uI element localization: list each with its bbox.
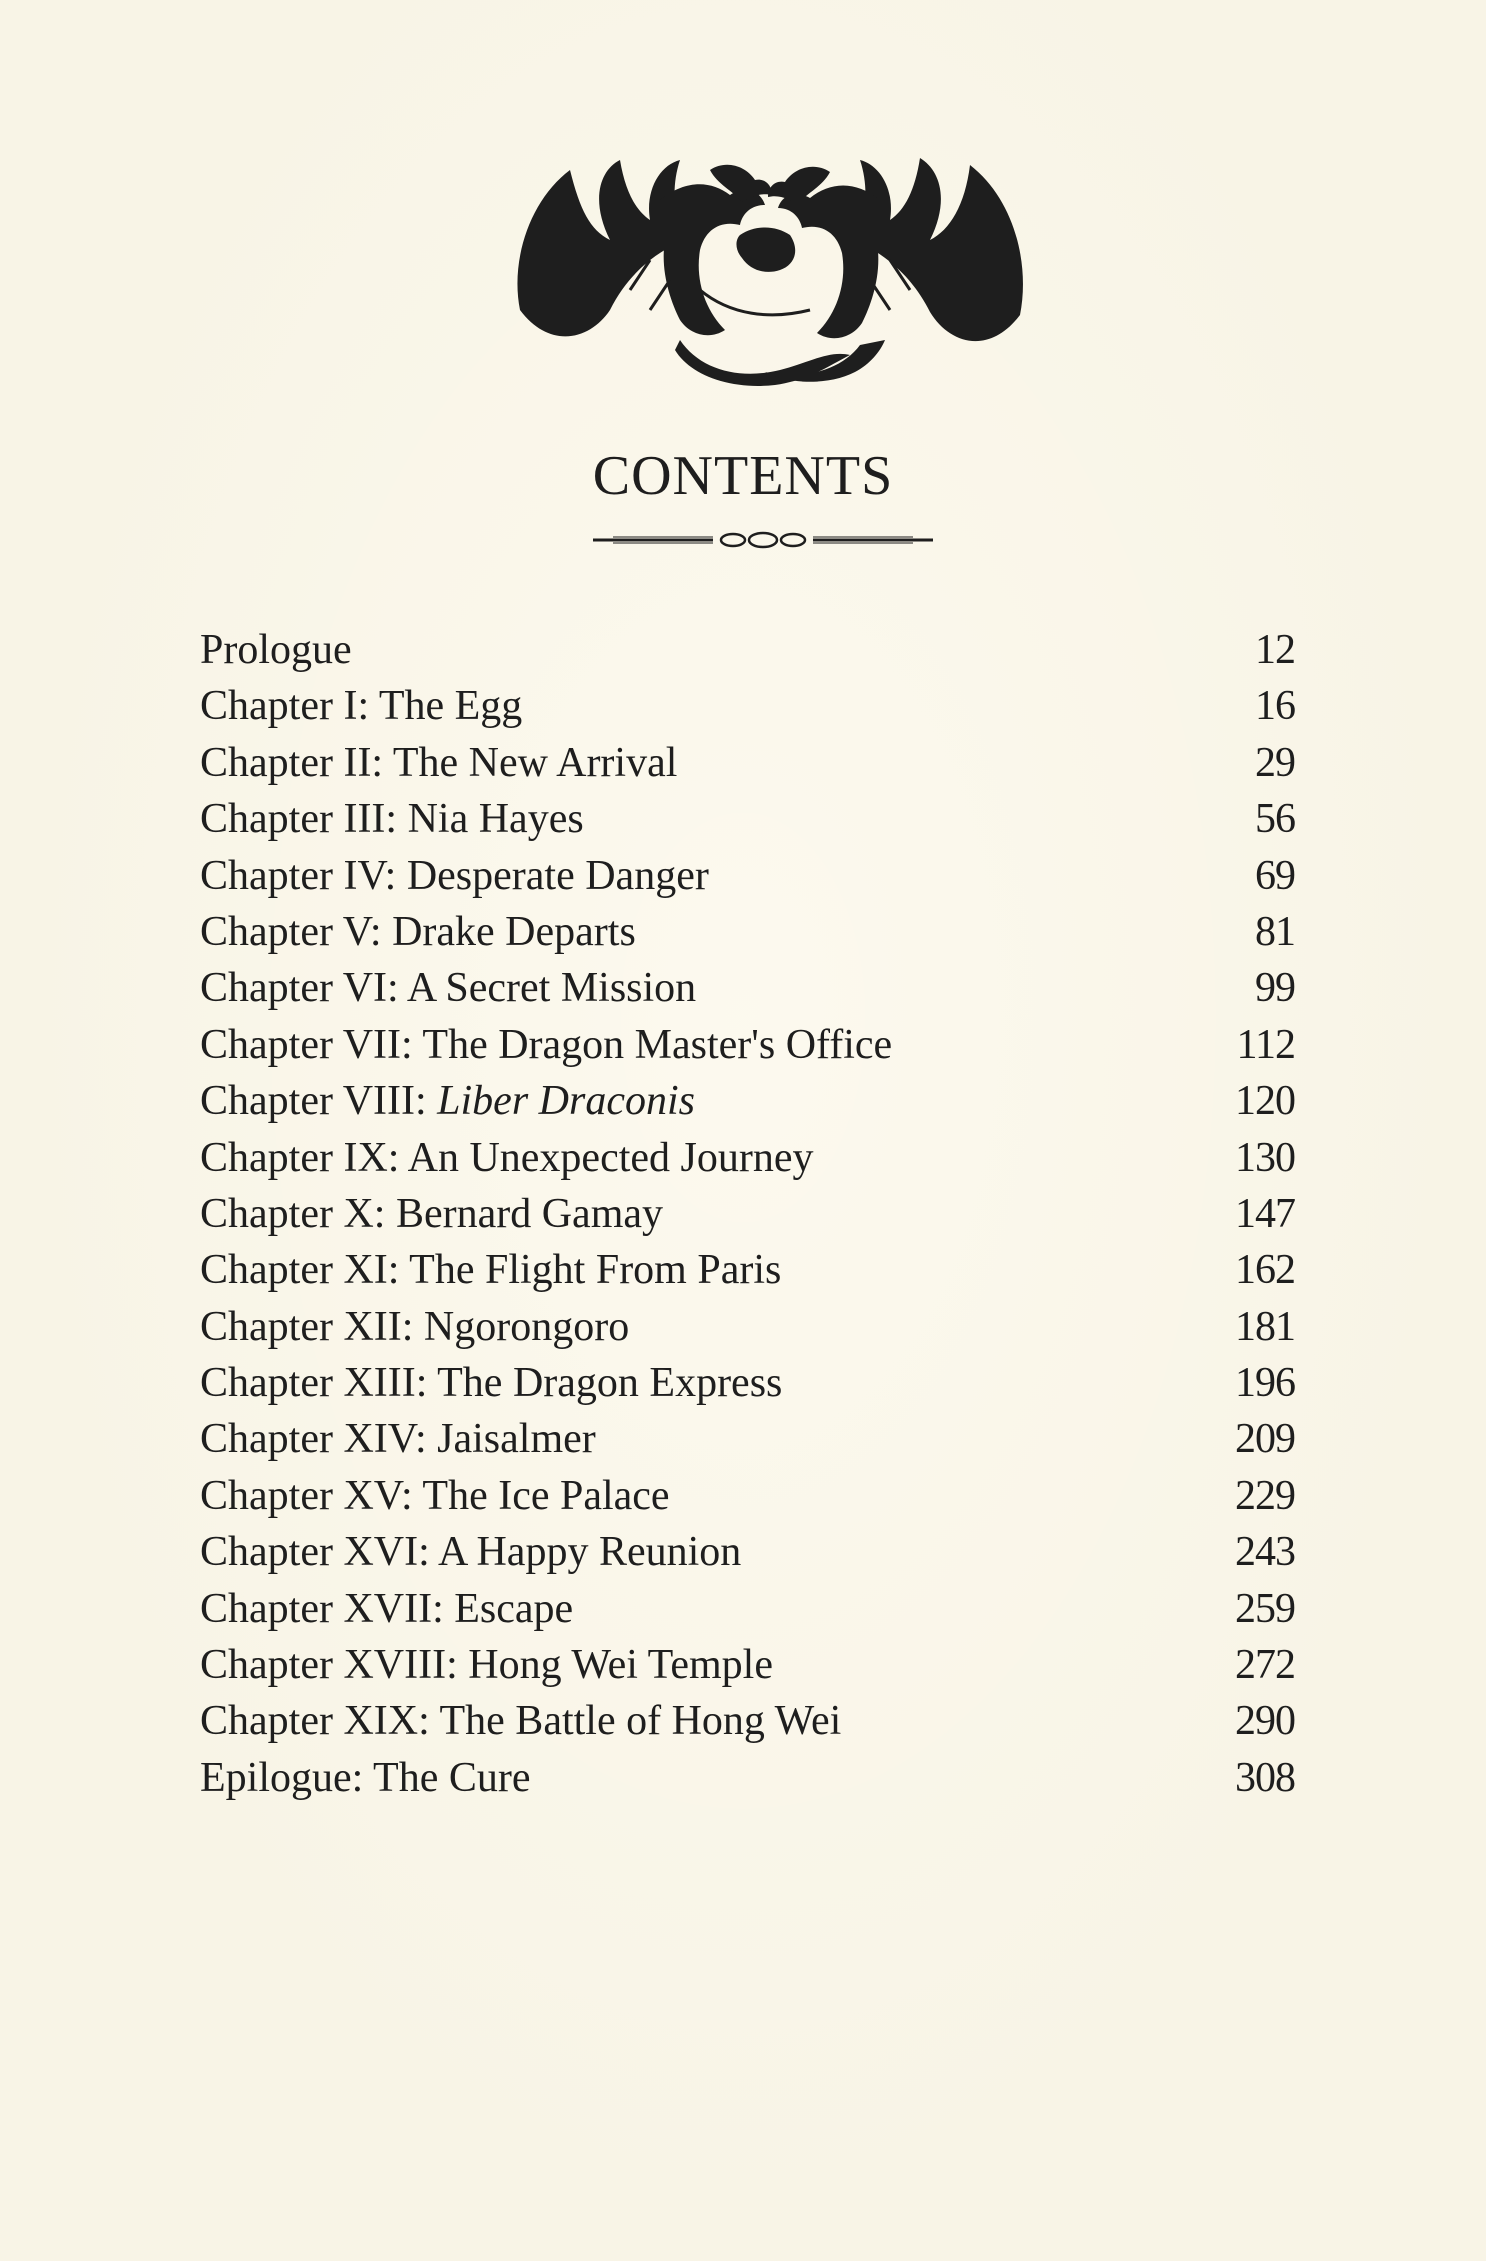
toc-page-number: 56	[1255, 796, 1295, 843]
toc-entry-chapter-6[interactable]	[200, 960, 1295, 1016]
toc-entry-title: Chapter XII: Ngorongoro	[200, 1303, 630, 1350]
toc-entry-title: Chapter VII: The Dragon Master's Office	[200, 1021, 893, 1068]
toc-page-number: 147	[1235, 1190, 1295, 1237]
toc-entry-chapter-9[interactable]	[200, 1130, 1295, 1186]
toc-page-number: 99	[1255, 965, 1295, 1012]
toc-page-number: 16	[1255, 683, 1295, 730]
toc-page-number: 29	[1255, 739, 1295, 786]
toc-entry-chapter-12[interactable]	[200, 1299, 1295, 1355]
toc-entry-title: Chapter III: Nia Hayes	[200, 796, 584, 843]
toc-entry-chapter-14[interactable]	[200, 1411, 1295, 1467]
toc-entry-chapter-3[interactable]	[200, 791, 1295, 847]
toc-entry-title: Chapter IX: An Unexpected Journey	[200, 1134, 814, 1181]
toc-entry-chapter-11[interactable]	[200, 1242, 1295, 1298]
toc-entry-title: Chapter X: Bernard Gamay	[200, 1190, 664, 1237]
table-of-contents	[200, 622, 1295, 1806]
toc-entry-chapter-2[interactable]	[200, 735, 1295, 791]
toc-page-number: 81	[1255, 908, 1295, 955]
toc-entry-chapter-10[interactable]	[200, 1186, 1295, 1242]
toc-entry-title: Chapter XIX: The Battle of Hong Wei	[200, 1698, 842, 1745]
toc-entry-title: Chapter II: The New Arrival	[200, 739, 678, 786]
toc-page-number: 243	[1235, 1529, 1295, 1576]
toc-entry-title: Chapter XVI: A Happy Reunion	[200, 1529, 742, 1576]
toc-page-number: 196	[1235, 1360, 1295, 1407]
toc-entry-title: Chapter XVIII: Hong Wei Temple	[200, 1642, 773, 1689]
toc-entry-chapter-16[interactable]	[200, 1524, 1295, 1580]
toc-entry-title: Chapter XI: The Flight From Paris	[200, 1247, 782, 1294]
ornamental-rule-icon	[593, 528, 933, 552]
toc-entry-title: Chapter XIII: The Dragon Express	[200, 1360, 783, 1407]
toc-entry-chapter-15[interactable]	[200, 1468, 1295, 1524]
toc-page-number: 229	[1235, 1472, 1295, 1519]
page-title: CONTENTS	[592, 445, 894, 507]
toc-page-number: 130	[1235, 1134, 1295, 1181]
toc-entry-chapter-4[interactable]	[200, 848, 1295, 904]
toc-entry-chapter-8[interactable]	[200, 1073, 1295, 1129]
toc-entry-chapter-18[interactable]	[200, 1637, 1295, 1693]
toc-entry-title: Chapter IV: Desperate Danger	[200, 852, 709, 899]
toc-page-number: 290	[1235, 1698, 1295, 1745]
toc-entry-chapter-13[interactable]	[200, 1355, 1295, 1411]
toc-page-number: 259	[1235, 1585, 1295, 1632]
toc-entry-title: Chapter V: Drake Departs	[200, 908, 636, 955]
toc-entry-title: Chapter VI: A Secret Mission	[200, 965, 697, 1012]
toc-page-number: 12	[1255, 627, 1295, 673]
toc-page-number: 181	[1235, 1303, 1295, 1350]
toc-entry-chapter-5[interactable]	[200, 904, 1295, 960]
toc-page-number: 120	[1235, 1078, 1295, 1125]
toc-entry-chapter-19[interactable]	[200, 1693, 1295, 1749]
toc-page-number: 69	[1255, 852, 1295, 899]
toc-entry-title: Chapter XV: The Ice Palace	[200, 1472, 670, 1519]
toc-page-number: 162	[1235, 1247, 1295, 1294]
toc-page-number: 272	[1235, 1642, 1295, 1689]
toc-entry-prologue[interactable]	[200, 622, 1295, 678]
toc-entry-chapter-7[interactable]	[200, 1017, 1295, 1073]
toc-entry-title: Chapter XVII: Escape	[200, 1585, 574, 1632]
toc-entry-chapter-1[interactable]	[200, 678, 1295, 734]
toc-page-number: 209	[1235, 1416, 1295, 1463]
toc-entry-title: Prologue	[200, 627, 352, 673]
toc-page-number: 112	[1236, 1021, 1295, 1068]
toc-entry-title: Chapter VIII: Liber Draconis	[200, 1078, 696, 1125]
toc-page-number: 308	[1235, 1754, 1295, 1801]
toc-entry-title: Epilogue: The Cure	[200, 1754, 531, 1801]
toc-entry-title: Chapter I: The Egg	[200, 683, 523, 730]
toc-entry-title: Chapter XIV: Jaisalmer	[200, 1416, 596, 1463]
toc-entry-chapter-17[interactable]	[200, 1581, 1295, 1637]
twin-dragons-ornament-icon	[510, 140, 1030, 390]
toc-entry-epilogue[interactable]	[200, 1750, 1295, 1806]
